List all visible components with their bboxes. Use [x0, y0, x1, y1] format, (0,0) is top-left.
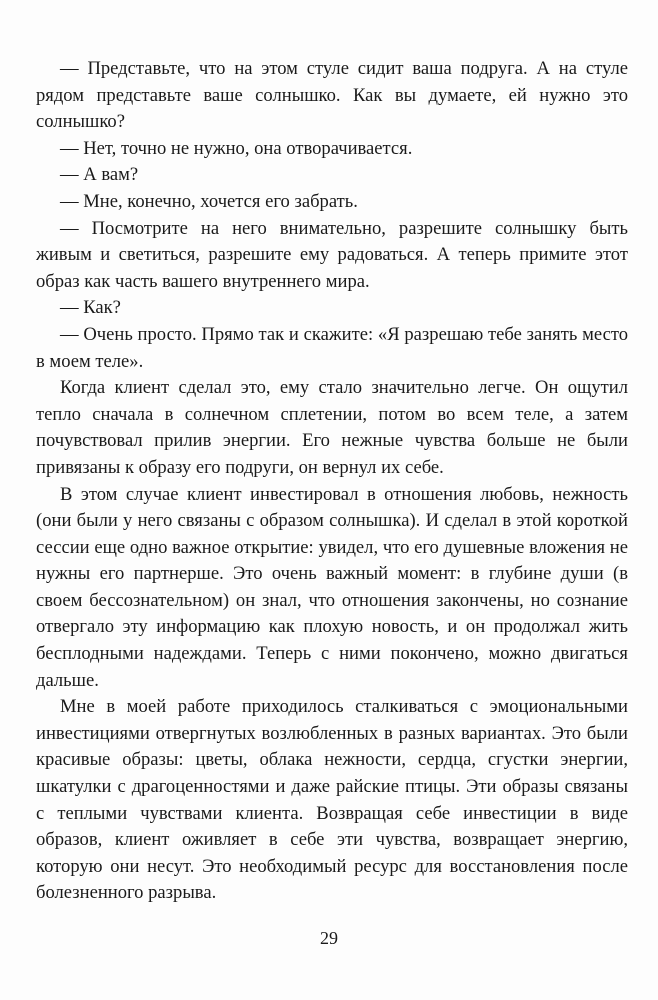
paragraph: В этом случае клиент инвестировал в отношения любовь, нежность (они были у него связаны с образом солнышка). И сделал в этой короткой сессии еще одно важное открытие: увидел, что его душевные вложения не нужны его партнерше. Это очень важный момент: в глубине души (в своем бессознательном) он знал, что отношения закончены, но сознание отвергало эту информацию как плохую новость, и он продолжал жить бесплодными надеждами. Теперь с ними покончено, можно двигаться дальше.	[36, 483, 628, 691]
paragraph: — Представьте, что на этом стуле сидит ваша подруга. А на стуле рядом представьте ваше солнышко. Как вы думаете, ей нужно это солнышко?	[36, 58, 628, 133]
paragraph: — А вам?	[60, 164, 139, 186]
paragraph: Мне в моей работе приходилось сталкиваться с эмоциональными инвестициями отвергнутых возлюбленных в разных вариантах. Это были красивые образы: цветы, облака нежности, сердца, сгустки энергии, шкатулки с драгоценностями и даже райские птицы. Эти образы связаны с теплыми чувствами клиента. Возвращая себе инвестиции в виде образов, клиент оживляет в себе эти чувства, возвращает энергию, которую они несут. Это необходимый ресурс для восстановления после болезненного разрыва.	[36, 696, 628, 904]
paragraph: — Очень просто. Прямо так и скажите: «Я разрешаю тебе занять место в моем теле».	[36, 323, 628, 372]
paragraph: — Как?	[60, 297, 121, 319]
paragraph: — Посмотрите на него внимательно, разрешите солнышку быть живым и светиться, разрешите ему радоваться. А теперь примите этот образ как часть вашего внутреннего мира.	[36, 217, 628, 292]
body-text	[36, 56, 628, 907]
paragraph: — Мне, конечно, хочется его забрать.	[60, 190, 358, 212]
page-number: 29	[320, 928, 338, 948]
paragraph: Когда клиент сделал это, ему стало значительно легче. Он ощутил тепло сначала в солнечном сплетении, потом во всем теле, а затем почувствовал прилив энергии. Его нежные чувства больше не были привязаны к образу его подруги, он вернул их себе.	[36, 377, 628, 478]
paragraph: — Нет, точно не нужно, она отворачивается.	[60, 137, 413, 159]
